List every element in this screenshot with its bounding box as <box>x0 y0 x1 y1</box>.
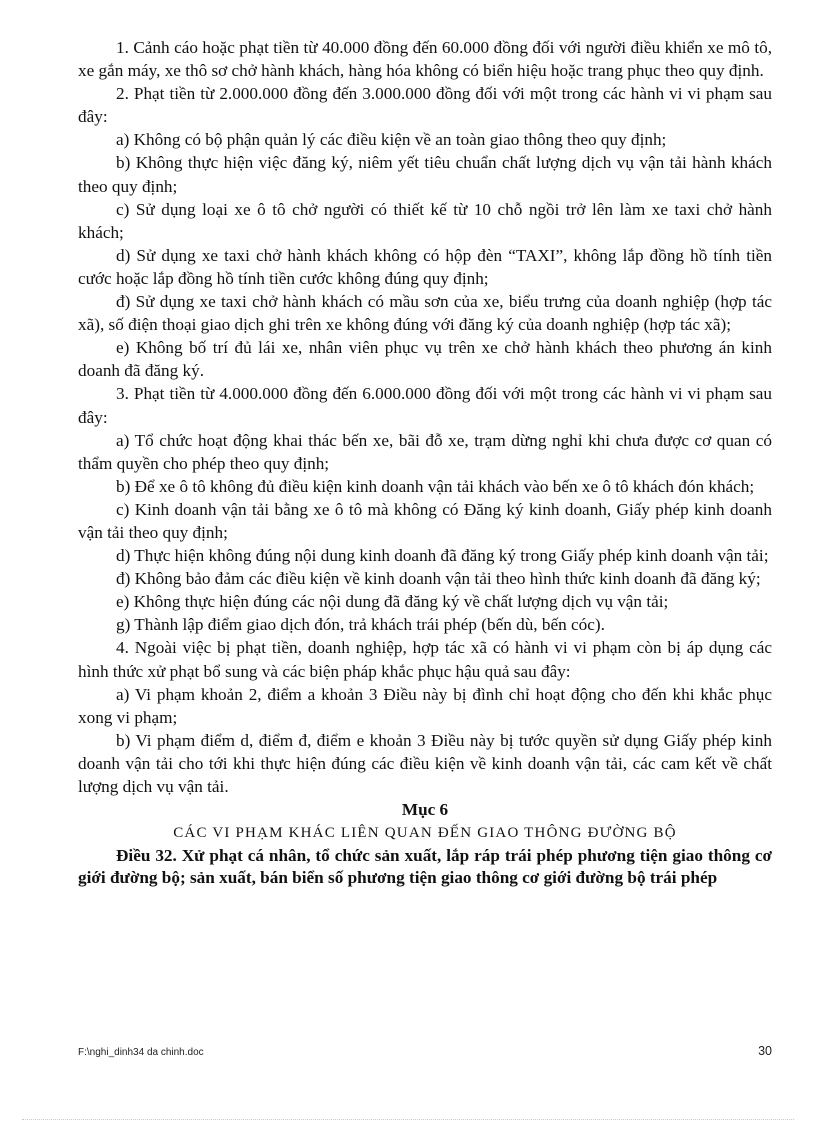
paragraph: 4. Ngoài việc bị phạt tiền, doanh nghiệp, hợp tác xã có hành vi vi phạm còn bị áp dụng các hình thức xử phạt bổ sung và các biện pháp khắc phục hậu quả sau đây: <box>78 638 772 681</box>
paragraph: e) Không bố trí đủ lái xe, nhân viên phục vụ trên xe chở hành khách theo phương án kinh doanh đã đăng ký. <box>78 338 772 381</box>
paragraph: b) Để xe ô tô không đủ điều kiện kinh doanh vận tải khách vào bến xe ô tô khách đón khách; <box>116 476 755 496</box>
page-number: 30 <box>758 1044 772 1058</box>
paragraph: d) Thực hiện không đúng nội dung kinh doanh đã đăng ký trong Giấy phép kinh doanh vận tải; <box>116 546 769 566</box>
paragraph: 1. Cảnh cáo hoặc phạt tiền từ 40.000 đồng đến 60.000 đồng đối với người điều khiển xe mô tô, xe gắn máy, xe thô sơ chở hành khách, hàng hóa không có biển hiệu hoặc trang phục theo quy định. <box>78 38 772 81</box>
article-title: Điều 32. Xử phạt cá nhân, tổ chức sản xuất, lắp ráp trái phép phương tiện giao thông cơ giới đường bộ; sản xuất, bán biển số phương tiện giao thông cơ giới đường bộ trái phép <box>78 846 772 887</box>
file-path: F:\nghi_dinh34 da chinh.doc <box>78 1047 204 1058</box>
paragraph: c) Kinh doanh vận tải bằng xe ô tô mà không có Đăng ký kinh doanh, Giấy phép kinh doanh vận tải theo quy định; <box>78 499 772 542</box>
page-bottom-divider <box>22 1119 794 1120</box>
page-footer <box>78 1044 772 1058</box>
paragraph: e) Không thực hiện đúng các nội dung đã đăng ký về chất lượng dịch vụ vận tải; <box>116 592 669 612</box>
paragraph-list <box>78 36 772 798</box>
paragraph: b) Vi phạm điểm d, điểm đ, điểm e khoản 3 Điều này bị tước quyền sử dụng Giấy phép kinh doanh vận tải cho tới khi thực hiện đúng các điều kiện về kinh doanh vận tải, các cam kết về chất lượng dịch vụ vận tải. <box>78 730 772 796</box>
paragraph: b) Không thực hiện việc đăng ký, niêm yết tiêu chuẩn chất lượng dịch vụ vận tải hành khách theo quy định; <box>78 153 772 196</box>
paragraph: 3. Phạt tiền từ 4.000.000 đồng đến 6.000.000 đồng đối với một trong các hành vi vi phạm sau đây: <box>78 384 772 427</box>
paragraph: d) Sử dụng xe taxi chở hành khách không có hộp đèn “TAXI”, không lắp đồng hồ tính tiền cước hoặc lắp đồng hồ tính tiền cước không đúng quy định; <box>78 245 772 288</box>
section-label: Mục 6 <box>401 800 449 820</box>
paragraph: g) Thành lập điểm giao dịch đón, trả khách trái phép (bến dù, bến cóc). <box>116 615 605 635</box>
paragraph: a) Tổ chức hoạt động khai thác bến xe, bãi đỗ xe, trạm dừng nghỉ khi chưa được cơ quan có thẩm quyền cho phép theo quy định; <box>78 430 772 473</box>
paragraph: a) Không có bộ phận quản lý các điều kiện về an toàn giao thông theo quy định; <box>116 130 667 150</box>
paragraph: a) Vi phạm khoản 2, điểm a khoản 3 Điều này bị đình chỉ hoạt động cho đến khi khắc phục xong vi phạm; <box>78 684 772 727</box>
paragraph: 2. Phạt tiền từ 2.000.000 đồng đến 3.000.000 đồng đối với một trong các hành vi vi phạm sau đây: <box>78 84 772 127</box>
paragraph: đ) Không bảo đảm các điều kiện về kinh doanh vận tải theo hình thức kinh doanh đã đăng ký; <box>116 569 761 589</box>
paragraph: c) Sử dụng loại xe ô tô chở người có thiết kế từ 10 chỗ ngồi trở lên làm xe taxi chở hành khách; <box>78 199 772 242</box>
document-page <box>78 36 772 888</box>
section-title: CÁC VI PHẠM KHÁC LIÊN QUAN ĐẾN GIAO THÔNG ĐƯỜNG BỘ <box>173 825 677 842</box>
paragraph: đ) Sử dụng xe taxi chở hành khách có mầu sơn của xe, biểu trưng của doanh nghiệp (hợp tác xã), số điện thoại giao dịch ghi trên xe không đúng với đăng ký của doanh nghiệp (hợp tác xã); <box>78 292 772 335</box>
